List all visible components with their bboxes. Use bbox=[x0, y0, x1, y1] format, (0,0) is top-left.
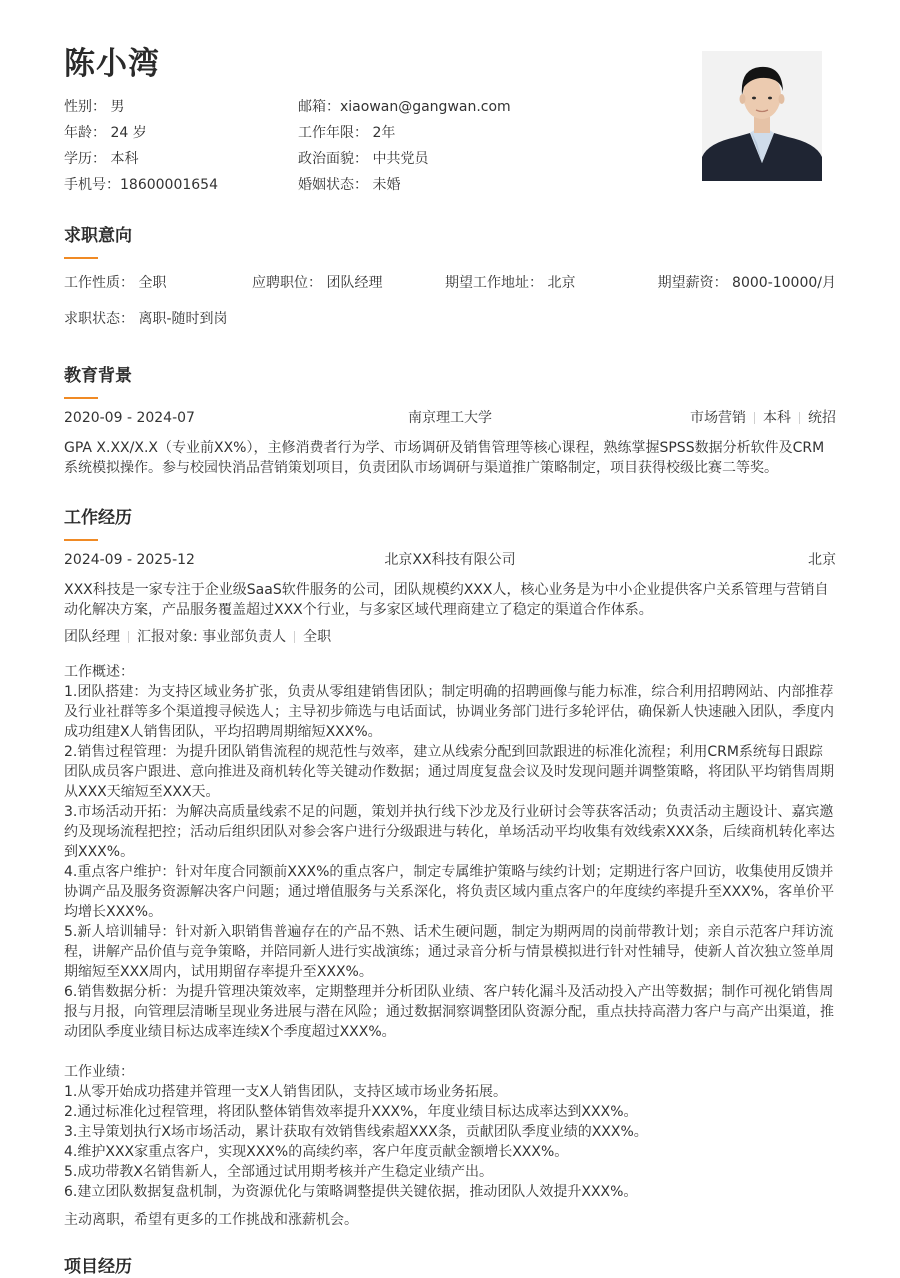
enrollment-type: 统招 bbox=[808, 410, 836, 426]
overview-item: 6.销售数据分析：为提升管理决策效率，定期整理并分析团队业绩、客户转化漏斗及活动投入产出等数据；制作可视化销售周报与月报，向管理层清晰呈现业务进展与潜在风险；通过数据洞察调整团队资源分配，重点扶持高潜力客户与高产出渠道，推动团队季度业绩目标达成率连续X个季度超过XXX%。 bbox=[64, 984, 834, 1040]
work-section bbox=[64, 507, 836, 1230]
overview-item: 2.销售过程管理：为提升团队销售流程的规范性与效率，建立从线索分配到回款跟进的标准化流程；利用CRM系统每日跟踪团队成员客户跟进、意向推进及商机转化等关键动作数据；通过周度复盘会议及时发现问题并调整策略，将团队平均销售周期从XXX天缩短至XXX天。 bbox=[64, 744, 834, 800]
education-tags bbox=[690, 408, 836, 428]
section-title: 项目经历 bbox=[64, 1257, 132, 1277]
tag-separator bbox=[128, 631, 129, 643]
company-name: 北京XX科技有限公司 bbox=[384, 552, 516, 568]
section-underline bbox=[64, 539, 98, 541]
info-row bbox=[64, 94, 624, 120]
intent-row bbox=[64, 309, 836, 329]
leave-reason: 主动离职，希望有更多的工作挑战和涨薪机会。 bbox=[64, 1212, 358, 1228]
info-row bbox=[64, 120, 624, 146]
achievement-item: 4.维护XXX家重点客户，实现XXX%的高续约率，客户年度贡献金额增长XXX%。 bbox=[64, 1144, 569, 1160]
overview-item: 5.新人培训辅导：针对新入职销售普遍存在的产品不熟、话术生硬问题，制定为期两周的岗前带教计划；亲自示范客户拜访流程，讲解产品价值与竞争策略，并陪同新人进行实战演练；通过录音分析与情景模拟进行针对性辅导，使新人首次独立签单周期缩短至XXX周内，试用期留存率提升至XXX%。 bbox=[64, 924, 834, 980]
section-underline bbox=[64, 257, 98, 259]
job-title: 团队经理 bbox=[64, 629, 120, 645]
overview-item: 3.市场活动开拓：为解决高质量线索不足的问题，策划并执行线下沙龙及行业研讨会等获客活动；负责活动主题设计、嘉宾邀约及现场流程把控；活动后组织团队对参会客户进行分级跟进与转化，单场活动平均收集有效线索XXX条，后续商机转化率达到XXX%。 bbox=[64, 804, 835, 860]
achievement-item: 2.通过标准化过程管理，将团队整体销售效率提升XXX%，年度业绩目标达成率达到XXX%。 bbox=[64, 1104, 638, 1120]
overview-item: 4.重点客户维护：针对年度合同额前XXX%的重点客户，制定专属维护策略与续约计划；定期进行客户回访，收集使用反馈并协调产品及服务资源解决客户问题；通过增值服务与关系深化，将负责区域内重点客户的年度续约率提升至XXX%，客单价平均增长XXX%。 bbox=[64, 864, 835, 920]
tag-separator bbox=[754, 412, 755, 424]
employment-type: 全职 bbox=[303, 629, 332, 645]
achievement-item: 3.主导策划执行X场市场活动，累计获取有效销售线索超XXX条，贡献团队季度业绩的XXX%。 bbox=[64, 1124, 648, 1140]
phone: 手机号：18600001654 bbox=[64, 177, 218, 193]
section-title: 求职意向 bbox=[64, 226, 132, 246]
major: 市场营销 bbox=[690, 410, 746, 426]
degree: 本科 bbox=[763, 410, 791, 426]
job-intent-section bbox=[64, 225, 836, 329]
achievement-item: 1.从零开始成功搭建并管理一支X人销售团队，支持区域市场业务拓展。 bbox=[64, 1084, 507, 1100]
expected-salary: 期望薪资： 8000-10000/月 bbox=[657, 275, 836, 291]
section-title: 工作经历 bbox=[64, 508, 132, 528]
work-tags bbox=[64, 627, 836, 647]
basic-info bbox=[64, 94, 624, 198]
tag-separator bbox=[294, 631, 295, 643]
email: 邮箱：xiaowan@gangwan.com bbox=[298, 99, 511, 115]
info-row bbox=[64, 172, 624, 198]
school-name: 南京理工大学 bbox=[408, 410, 492, 426]
job-type: 工作性质： 全职 bbox=[64, 275, 167, 291]
section-underline bbox=[64, 397, 98, 399]
age: 年龄： 24 岁 bbox=[64, 125, 147, 141]
applied-position: 应聘职位： 团队经理 bbox=[252, 275, 383, 291]
report-to: 汇报对象: 事业部负责人 bbox=[137, 629, 287, 645]
work-header bbox=[64, 550, 836, 570]
company-description: XXX科技是一家专注于企业级SaaS软件服务的公司，团队规模约XXX人，核心业务是为中小企业提供客户关系管理与营销自动化解决方案，产品服务覆盖超过XXX个行业，与多家区域代理商建立了稳定的渠道合作体系。 bbox=[64, 582, 829, 618]
education-header bbox=[64, 408, 836, 428]
overview-item: 1.团队搭建：为支持区域业务扩张，负责从零组建销售团队；制定明确的招聘画像与能力标准，综合利用招聘网站、内部推荐及行业社群等多个渠道搜寻候选人；主导初步筛选与电话面试，协调业务部门进行多轮评估，确保新人快速融入团队，季度内成功组建X人销售团队，平均招聘周期缩短XXX%。 bbox=[64, 684, 834, 740]
intent-row bbox=[64, 273, 836, 293]
marital-status: 婚姻状态： 未婚 bbox=[298, 177, 401, 193]
resume-name: 陈小湾 bbox=[64, 46, 160, 82]
education-section bbox=[64, 365, 836, 478]
education-description: GPA X.XX/X.X（专业前XX%），主修消费者行为学、市场调研及销售管理等核心课程，熟练掌握SPSS数据分析软件及CRM系统模拟操作。参与校园快消品营销策划项目，负责团队市场调研与渠道推广策略制定，项目获得校级比赛二等奖。 bbox=[64, 440, 825, 476]
work-date: 2024-09 - 2025-12 bbox=[64, 552, 195, 568]
overview-label: 工作概述： bbox=[64, 664, 134, 680]
avatar-illustration bbox=[702, 51, 822, 181]
info-row bbox=[64, 146, 624, 172]
tag-separator bbox=[799, 412, 800, 424]
achievement-label: 工作业绩： bbox=[64, 1064, 134, 1080]
section-title: 教育背景 bbox=[64, 366, 132, 386]
education-date: 2020-09 - 2024-07 bbox=[64, 410, 195, 426]
education-level: 学历： 本科 bbox=[64, 151, 139, 167]
profile-photo bbox=[702, 51, 822, 181]
achievement-item: 5.成功带教X名销售新人，全部通过试用期考核并产生稳定业绩产出。 bbox=[64, 1164, 493, 1180]
achievement-item: 6.建立团队数据复盘机制，为资源优化与策略调整提供关键依据，推动团队人效提升XXX%。 bbox=[64, 1184, 638, 1200]
expected-location: 期望工作地址： 北京 bbox=[445, 275, 576, 291]
job-status: 求职状态： 离职-随时到岗 bbox=[64, 311, 228, 327]
political-status: 政治面貌： 中共党员 bbox=[298, 151, 429, 167]
gender: 性别： 男 bbox=[64, 99, 125, 115]
work-years: 工作年限： 2年 bbox=[298, 125, 396, 141]
work-city: 北京 bbox=[808, 552, 836, 568]
